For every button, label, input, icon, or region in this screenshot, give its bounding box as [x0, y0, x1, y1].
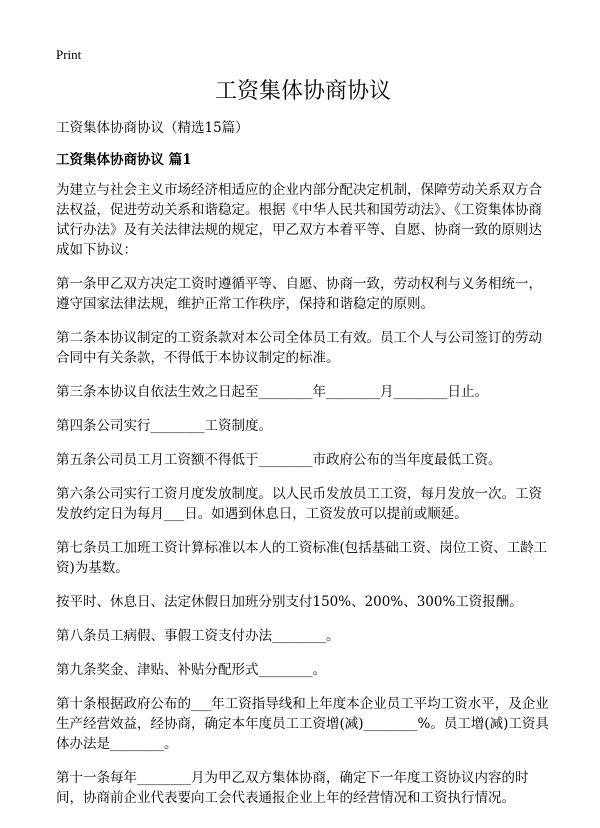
print-link[interactable]: Print — [56, 47, 82, 62]
paragraph-article-5: 第五条公司员工月工资额不得低于________市政府公布的当年度最低工资。 — [56, 452, 502, 468]
paragraph-article-8: 第八条员工病假、事假工资支付办法________。 — [56, 628, 340, 644]
paragraph-article-2: 第二条本协议制定的工资条款对本公司全体员工有效。员工个人与公司签订的劳动合同中有关条款，不得低于本协议制定的标准。 — [56, 330, 542, 366]
paragraph-article-1: 第一条甲乙双方决定工资时遵循平等、自愿、协商一致，劳动权利与义务相统一，遵守国家法律法规，维护正常工作秩序，保持和谐稳定的原则。 — [56, 276, 542, 312]
paragraph-article-3: 第三条本协议自依法生效之日起至________年________月________日止。 — [56, 384, 488, 400]
paragraph-overtime-rates: 按平时、休息日、法定休假日加班分别支付150%、200%、300%工资报酬。 — [56, 594, 523, 610]
document-body — [56, 180, 550, 822]
document-title: 工资集体协商协议 — [214, 79, 391, 104]
paragraph-article-11: 第十一条每年________月为甲乙双方集体协商，确定下一年度工资协议内容的时间，协商前企业代表要向工会代表通报企业上年的经营情况和工资执行情况。 — [56, 770, 529, 806]
paragraph-article-9: 第九条奖金、津贴、补贴分配形式________。 — [56, 662, 326, 678]
paragraph-preamble: 为建立与社会主义市场经济相适应的企业内部分配决定机制，保障劳动关系双方合法权益，促进劳动关系和谐稳定。根据《中华人民共和国劳动法》、《工资集体协商试行办法》及有关法律法规的规定，甲乙双方本着平等、自愿、协商一致的原则达成如下协议： — [56, 182, 542, 258]
document-subtitle: 工资集体协商协议（精选15篇） — [56, 120, 249, 136]
paragraph-article-4: 第四条公司实行________工资制度。 — [56, 418, 272, 434]
paragraph-article-7: 第七条员工加班工资计算标准以本人的工资标准(包括基础工资、岗位工资、工龄工资)为基数。 — [56, 540, 548, 576]
paragraph-article-10: 第十条根据政府公布的___年工资指导线和上年度本企业员工平均工资水平，及企业生产经营效益，经协商，确定本年度员工工资增(减)________%。员工增(减)工资具体办法是________。 — [56, 696, 549, 752]
section-heading: 工资集体协商协议 篇1 — [56, 152, 192, 168]
paragraph-article-6: 第六条公司实行工资月度发放制度。以人民币发放员工工资，每月发放一次。工资发放约定日为每月___日。如遇到休息日，工资发放可以提前或顺延。 — [56, 486, 542, 522]
